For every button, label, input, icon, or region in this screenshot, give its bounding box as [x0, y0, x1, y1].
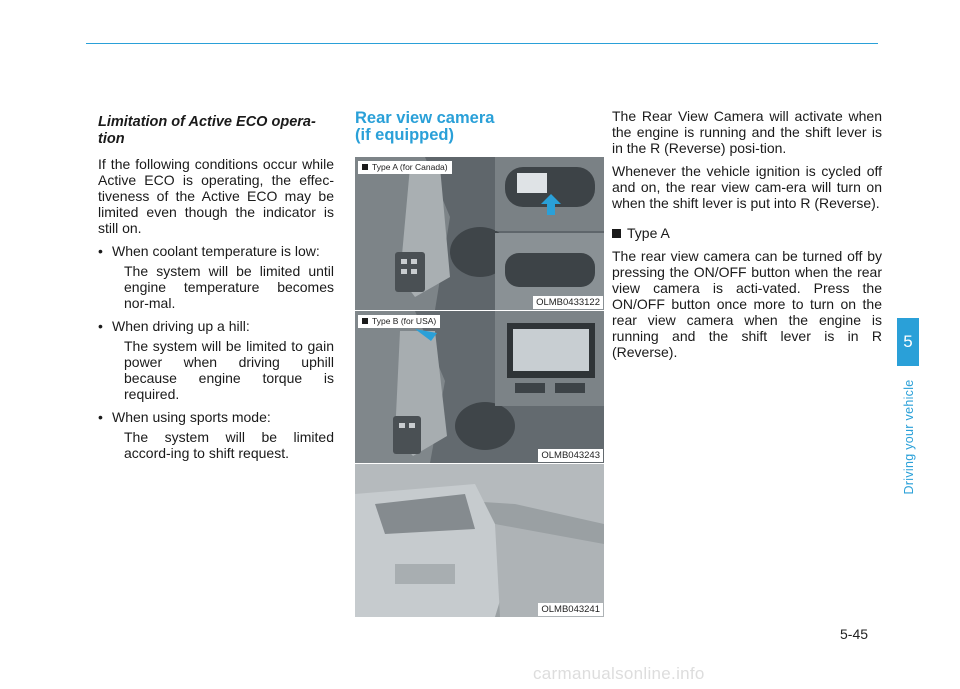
heading-line: Rear view camera — [355, 109, 495, 127]
figure-caption: Type A (for Canada) — [358, 161, 452, 174]
list-item — [98, 409, 334, 461]
page-number: 5-45 — [840, 626, 869, 642]
list-item-label: When driving up a hill: — [112, 318, 250, 334]
square-bullet-icon — [612, 229, 621, 238]
list-item-label: When coolant temperature is low: — [112, 243, 320, 259]
vehicle-rear-illustration — [355, 464, 604, 617]
list-item-detail: The system will be limited until engine temperature becomes nor-mal. — [124, 263, 334, 311]
left-column — [98, 108, 334, 468]
list-item-detail: The system will be limited to gain power when driving uphill because engine torque is required. — [124, 338, 334, 402]
list-item-detail: The system will be limited accord-ing to shift request. — [124, 429, 334, 461]
watermark: carmanualsonline.info — [533, 664, 705, 683]
figure-vehicle-rear — [355, 464, 604, 617]
console-display-illustration — [355, 311, 604, 463]
heading-line: (if equipped) — [355, 126, 454, 144]
figure-caption: Type B (for USA) — [358, 315, 440, 328]
intro-paragraph: If the following conditions occur while Active ECO is operating, the effec-tiveness of the Active ECO may be limited even though the indicator is still on. — [98, 156, 334, 236]
top-rule — [86, 43, 878, 44]
figure-type-a — [355, 157, 604, 310]
list-item-label: When using sports mode: — [112, 409, 271, 425]
square-bullet-icon — [362, 318, 368, 324]
list-item — [98, 243, 334, 311]
figure-type-b — [355, 311, 604, 463]
right-column — [612, 108, 882, 367]
chapter-tab: 5 — [897, 318, 919, 366]
paragraph: The rear view camera can be turned off by pressing the ON/OFF button when the rear view camera is acti-vated. Press the ON/OFF button once more to turn on the rear view camera when the engine is running and the shift lever is in R (Reverse). — [612, 248, 882, 360]
paragraph: The Rear View Camera will activate when the engine is running and the shift lever is in the R (Reverse) posi-tion. — [612, 108, 882, 156]
figure-code: OLMB043241 — [538, 603, 603, 616]
figure-code: OLMB043243 — [538, 449, 603, 462]
type-label: Type A — [612, 225, 882, 241]
console-mirror-illustration — [355, 157, 604, 310]
paragraph: Whenever the vehicle ignition is cycled off and on, the rear view cam-era will turn on when the shift lever is put into R (Reverse). — [612, 163, 882, 211]
section-heading — [355, 110, 494, 144]
list-item — [98, 318, 334, 402]
conditions-list — [98, 243, 334, 461]
chapter-title: Driving your vehicle — [902, 379, 916, 495]
section-subheading: Limitation of Active ECO opera-tion — [98, 114, 316, 147]
square-bullet-icon — [362, 164, 368, 170]
figure-code: OLMB0433122 — [533, 296, 603, 309]
